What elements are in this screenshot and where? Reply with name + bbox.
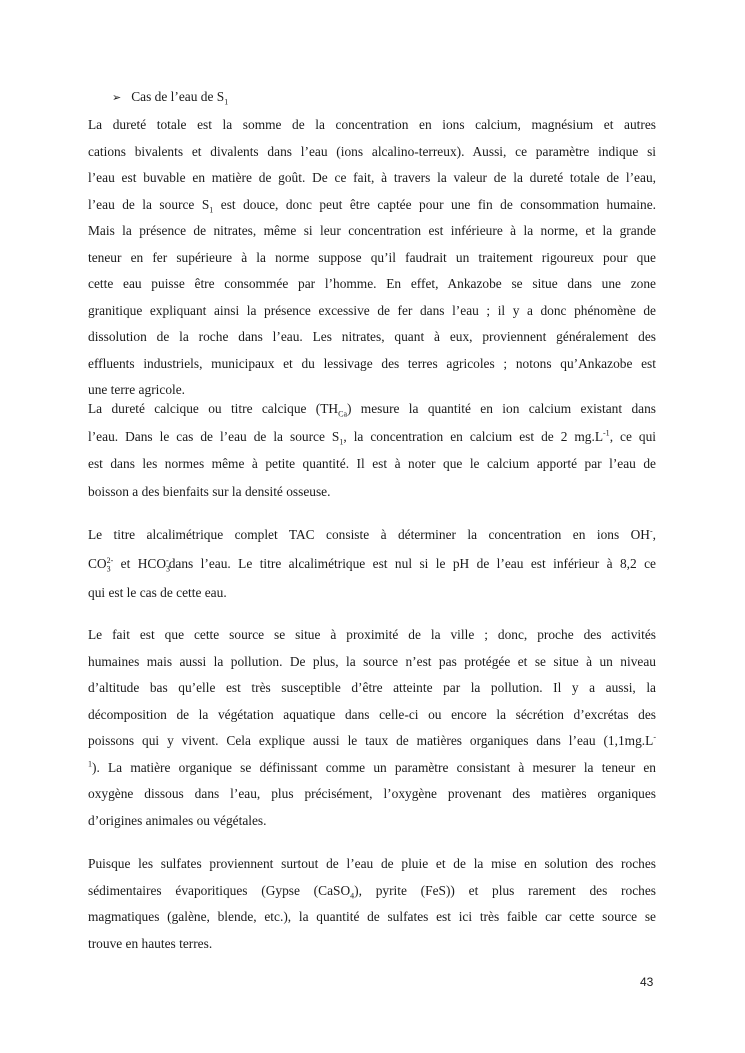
paragraph-calcium-hardness — [88, 395, 656, 505]
text-line: effluents industriels, municipaux et du lessivage des terres agricoles ; notons qu’Ankazobe est — [88, 355, 656, 371]
text-line: La dureté totale est la somme de la concentration en ions calcium, magnésium et autres — [88, 117, 656, 132]
text-line: sédimentaires évaporitiques (Gypse (CaSO$_4$), pyrite (FeS)) et plus rarement des roches — [88, 882, 656, 901]
text-line: $^1$). La matière organique se définissant comme un paramètre consistant à mesurer la teneur en — [88, 759, 656, 775]
paragraph-total-hardness — [88, 112, 656, 404]
text-line: qui est le cas de cette eau. — [88, 585, 227, 600]
section-heading — [112, 87, 228, 108]
text-line: oxygène dissous dans l’eau, plus précisément, l’oxygène provenant des matières organiques — [88, 786, 656, 801]
text-line: Mais la présence de nitrates, même si leur concentration est inférieure à la norme, et la grande — [88, 223, 656, 238]
text-line: granitique expliquant ainsi la présence excessive de fer dans l’eau ; il y a donc phénomène de — [88, 302, 656, 318]
arrow-bullet-icon: ➢ — [112, 91, 122, 104]
text-line: une terre agricole. — [88, 382, 186, 397]
page-number: 43 — [640, 975, 654, 989]
text-line: dissolution de la roche dans l’eau. Les nitrates, quant à eux, proviennent généralement des — [88, 329, 656, 344]
text-line: $CO_3^{2-}$ et $HCO_3^-dans$ l’eau. Le titre alcalimétrique est nul si le pH de l’eau est inférieur à 8,2 ce — [88, 555, 656, 574]
paragraph-tac — [88, 520, 656, 607]
text-line: magmatiques (galène, blende, etc.), la quantité de sulfates est ici très faible car cette source se — [88, 909, 656, 924]
paragraph-sulfates — [88, 851, 656, 957]
text-line: teneur en fer supérieure à la norme suppose qu’il faudrait un traitement rigoureux pour que — [88, 249, 656, 265]
text-line: Le fait est que cette source se situe à proximité de la ville ; donc, proche des activités — [88, 627, 656, 642]
text-line: d’origines animales ou végétales. — [88, 812, 267, 828]
text-line: d’altitude bas qu’elle est très susceptible d’être atteinte par la pollution. Il y a aussi, la — [88, 680, 656, 695]
text-line: est dans les normes même à petite quantité. Il est à noter que le calcium apporté par l’eau de — [88, 456, 656, 471]
text-line: poissons qui y vivent. Cela explique aussi le taux de matières organiques dans l’eau (1,1mg.L- — [88, 732, 656, 748]
text-line: La dureté calcique ou titre calcique $(TH_{Ca})$ mesure la quantité en ion calcium existant dans — [88, 401, 656, 419]
text-line: cette eau puisse être consommée par l’homme. En effet, Ankazobe se situe dans une zone — [88, 276, 656, 291]
text-line: l’eau de la source $S_1$ est douce, donc peut être captée pour une fin de consommation humaine. — [88, 196, 656, 215]
text-line: boisson a des bienfaits sur la densité osseuse. — [88, 483, 331, 499]
text-line: l’eau est buvable en matière de goût. De ce fait, à travers la valeur de la dureté totale de l’eau, — [88, 170, 656, 185]
text-line: décomposition de la végétation aquatique dans celle-ci ou encore la sécrétion d’excrétas des — [88, 706, 656, 722]
text-line: l’eau. Dans le cas de l’eau de la source $S_1$, la concentration en calcium est de 2 $mg.L^{-1}$, ce qui — [88, 428, 657, 447]
paragraph-pollution — [88, 622, 656, 834]
heading-text: Cas de l’eau de S — [131, 89, 225, 104]
heading-subscript: 1 — [224, 97, 229, 107]
text-line: humaines mais aussi la pollution. De plus, la source n’est pas protégée et se situe à un niveau — [88, 653, 656, 669]
text-line: Le titre alcalimétrique complet TAC consiste à déterminer la concentration en ions OH-, — [88, 526, 656, 542]
text-line: cations bivalents et divalents dans l’eau (ions alcalino-terreux). Aussi, ce paramètre indique si — [88, 143, 656, 159]
text-line: Puisque les sulfates proviennent surtout de l’eau de pluie et de la mise en solution des roches — [88, 856, 656, 871]
text-line: trouve en hautes terres. — [88, 935, 213, 951]
